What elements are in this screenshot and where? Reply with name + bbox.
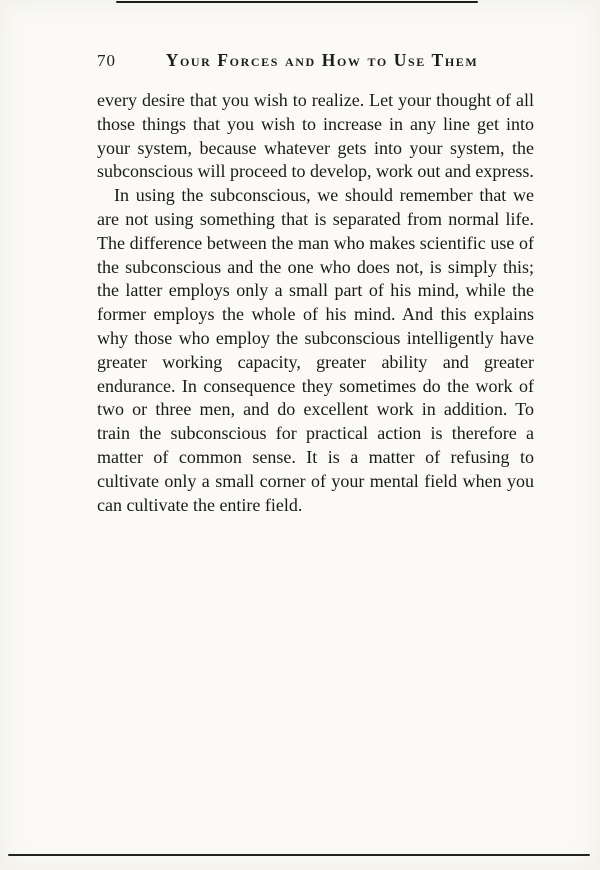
paragraph: In using the subconscious, we should remember that we are not using something that is separated from normal life. The difference between the man who makes scientific use of the subconscious and the one who does not, is simply this; the latter employs only a small part of his mind, while the former employs the whole of his mind. And this explains why those who employ the subconscious intelligently have greater working capacity, greater ability and greater endurance. In consequence they sometimes do the work of two or three men, and do excellent work in addition. To train the subconscious for practical action is therefore a matter of common sense. It is a matter of refusing to cultivate only a small corner of your mental field when you can cultivate the entire field. [97, 185, 534, 515]
page-header [97, 50, 534, 71]
body-text [97, 89, 534, 517]
running-title: Your Forces and How to Use Them [165, 50, 479, 70]
scan-artifact-bottom-line [8, 854, 590, 856]
scan-artifact-top-line [116, 1, 478, 3]
paragraph: every desire that you wish to realize. Let your thought of all those things that you wish to increase in any line get into your system, because whatever gets into your system, the subconscious will proceed to develop, work out and express. [97, 90, 534, 182]
page-number: 70 [97, 51, 116, 70]
